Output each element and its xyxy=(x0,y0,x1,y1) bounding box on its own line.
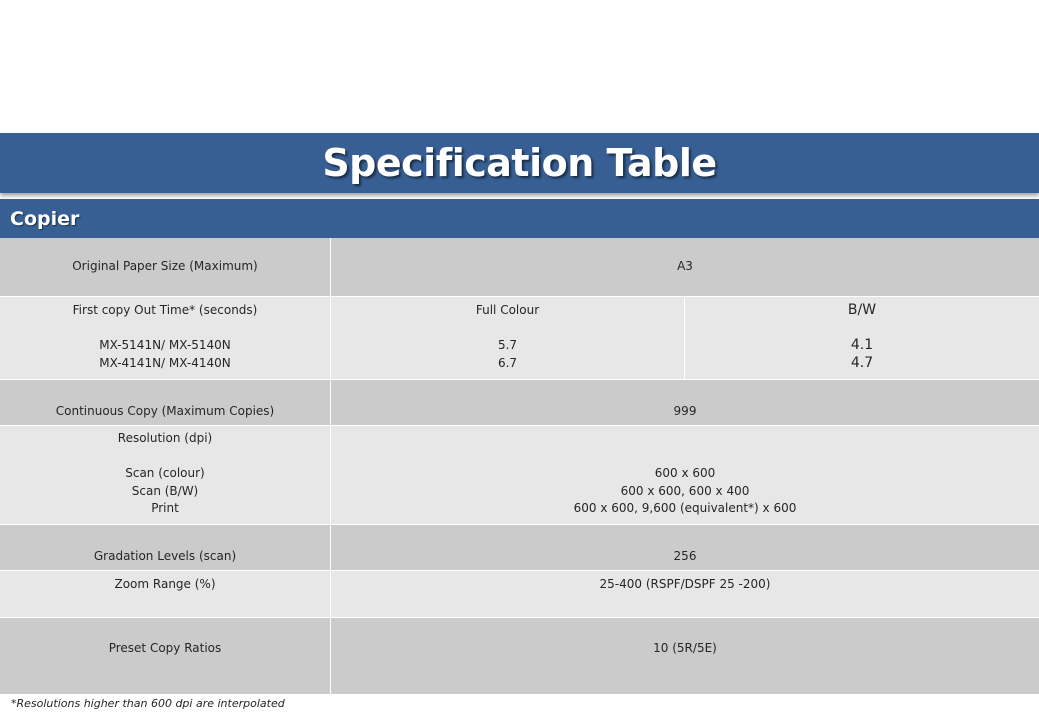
row-label: Continuous Copy (Maximum Copies) xyxy=(55,403,275,418)
table-row xyxy=(0,618,1039,694)
row-value: 999 xyxy=(673,403,697,418)
row-label: First copy Out Time* (seconds) xyxy=(72,303,258,317)
column-header: Full Colour xyxy=(475,303,540,317)
row-value: A3 xyxy=(677,259,693,274)
row-value: 5.7 xyxy=(497,338,518,352)
model-label: MX-5141N/ MX-5140N xyxy=(99,338,231,352)
row-value-cell xyxy=(331,618,1039,694)
section-header xyxy=(0,199,1039,238)
row-value-cell xyxy=(331,238,1039,296)
row-value-cell xyxy=(331,525,1039,570)
row-label-cell xyxy=(0,426,331,524)
row-label-cell xyxy=(0,380,331,425)
row-value: 600 x 600, 600 x 400 xyxy=(620,483,750,498)
sub-label: Scan (B/W) xyxy=(131,483,199,498)
row-label-cell xyxy=(0,238,331,296)
row-value: 600 x 600, 9,600 (equivalent*) x 600 xyxy=(573,501,797,515)
row-value: 4.1 xyxy=(850,337,874,353)
row-label-cell xyxy=(0,571,331,617)
section-title: Copier xyxy=(10,207,80,230)
column-header: B/W xyxy=(847,302,877,318)
table-row xyxy=(0,571,1039,618)
row-label: Zoom Range (%) xyxy=(114,577,216,591)
spec-table xyxy=(0,238,1039,694)
sub-label: Print xyxy=(151,501,179,515)
row-value-cell xyxy=(331,571,1039,617)
row-label-cell xyxy=(0,618,331,694)
footnote: *Resolutions higher than 600 dpi are interpolated xyxy=(11,697,285,710)
title-banner xyxy=(0,133,1039,193)
page-title: Specification Table xyxy=(322,141,717,185)
sub-label: Scan (colour) xyxy=(125,466,205,480)
row-label: Preset Copy Ratios xyxy=(108,641,222,656)
bw-cell xyxy=(685,297,1039,379)
row-value-cell xyxy=(331,426,1039,524)
table-row xyxy=(0,525,1039,571)
row-value: 25-400 (RSPF/DSPF 25 -200) xyxy=(599,577,771,591)
row-label-cell xyxy=(0,525,331,570)
row-label-cell xyxy=(0,297,331,379)
row-value: 600 x 600 xyxy=(654,466,716,480)
row-label: Original Paper Size (Maximum) xyxy=(72,259,258,274)
model-label: MX-4141N/ MX-4140N xyxy=(99,355,231,370)
row-value: 256 xyxy=(673,548,697,563)
table-row xyxy=(0,238,1039,297)
row-value-cell xyxy=(331,380,1039,425)
table-row xyxy=(0,297,1039,380)
row-value: 6.7 xyxy=(497,355,518,370)
table-row xyxy=(0,380,1039,426)
table-row xyxy=(0,426,1039,525)
full-colour-cell xyxy=(331,297,685,379)
row-value: 10 (5R/5E) xyxy=(653,641,717,656)
row-label: Gradation Levels (scan) xyxy=(93,548,237,563)
row-value: 4.7 xyxy=(850,354,874,371)
row-label: Resolution (dpi) xyxy=(117,431,213,445)
